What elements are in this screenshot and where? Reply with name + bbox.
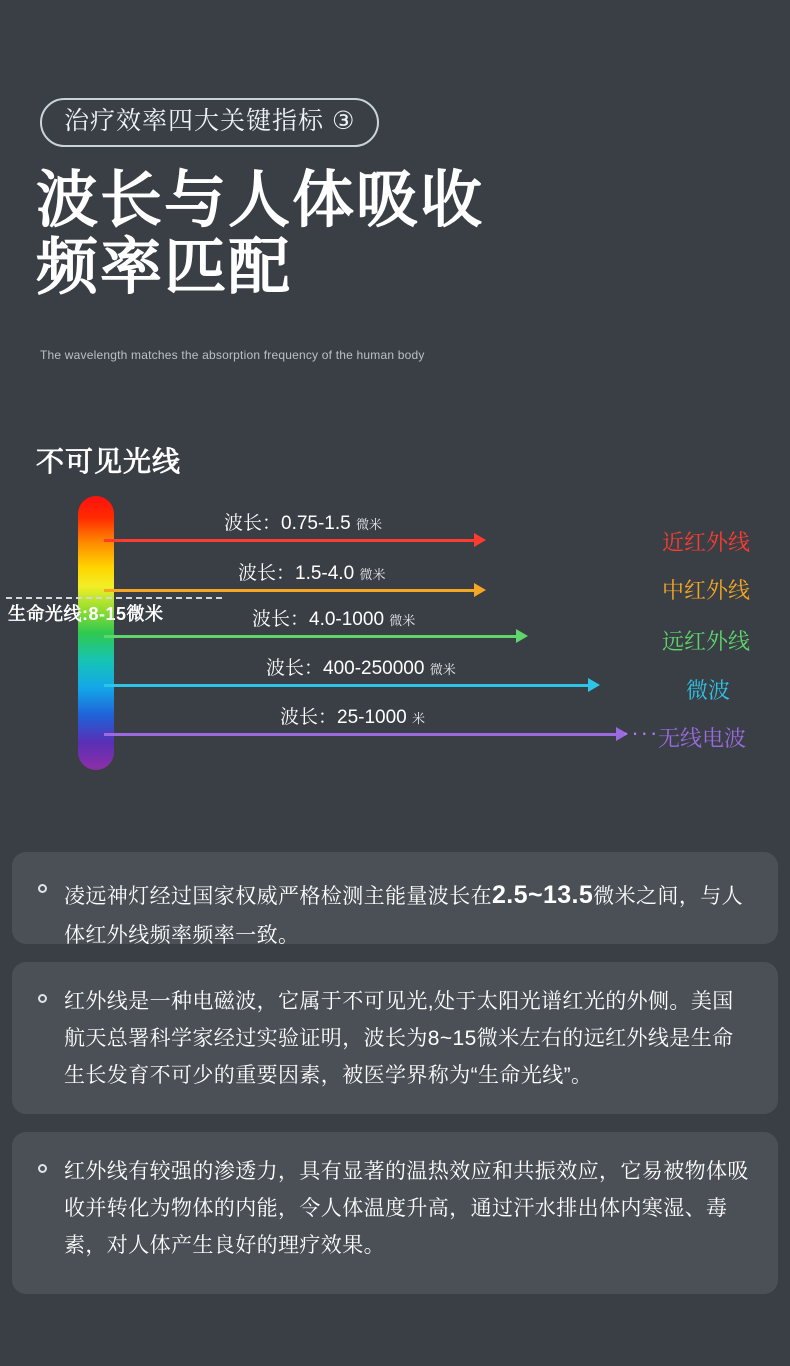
ray-wavelength-value: 波长：400-250000 (266, 658, 430, 679)
ray-wavelength-label (266, 653, 456, 680)
ray-line (104, 539, 474, 542)
ray-category-label: 中红外线 (662, 578, 751, 603)
ray-line (104, 684, 588, 687)
ray-wavelength-label (280, 702, 425, 729)
radio-wave-trailing-dots: ···· (622, 720, 660, 745)
page-title (36, 168, 736, 302)
note-card (12, 1132, 778, 1294)
arrowhead-icon (516, 629, 528, 643)
ray-line (104, 635, 516, 638)
life-ray-dashed-line (6, 597, 222, 599)
arrowhead-icon (474, 583, 486, 597)
note-card (12, 962, 778, 1114)
ray-category-label: 微波 (686, 678, 731, 703)
ray-wavelength-unit: 微米 (429, 662, 456, 677)
page-title-line-2: 频率匹配 (36, 232, 293, 302)
note-card (12, 852, 778, 947)
note-card-text (64, 1154, 752, 1264)
page-subtitle-english: The wavelength matches the absorption frequency of the human body (40, 348, 425, 362)
ray-wavelength-unit: 微米 (389, 613, 416, 628)
ray-category-label: 近红外线 (662, 530, 751, 555)
note-text-before: 红外线是一种电磁波，它属于不可见光,处于太阳光谱红光的外侧。美国航天总署科学家经过实验证明，波长为8~15微米左右的远红外线是生命生长发育不可少的重要因素，被医学界称为“生命光线”。 (64, 990, 734, 1087)
ray-wavelength-unit: 米 (412, 711, 426, 726)
bullet-icon (38, 1164, 47, 1173)
note-card-text (64, 874, 752, 955)
note-text-highlight: 2.5~13.5 (492, 881, 594, 909)
bullet-icon (38, 884, 47, 893)
ray-category-label: 无线电波 (658, 726, 747, 751)
ray-wavelength-value: 波长：1.5-4.0 (238, 563, 360, 584)
note-text-before: 红外线有较强的渗透力，具有显著的温热效应和共振效应，它易被物体吸收并转化为物体的内能，令人体温度升高，通过汗水排出体内寒湿、毒素，对人体产生良好的理疗效果。 (64, 1160, 749, 1257)
ray-wavelength-label (238, 558, 385, 585)
ray-wavelength-value: 波长：4.0-1000 (252, 609, 390, 630)
ray-wavelength-value: 波长：0.75-1.5 (224, 513, 356, 534)
life-ray-label: 生命光线:8-15微米 (8, 604, 164, 624)
page-title-line-1: 波长与人体吸收 (36, 166, 485, 235)
ray-wavelength-value: 波长：25-1000 (280, 707, 413, 728)
ray-wavelength-unit: 微米 (356, 517, 383, 532)
ray-line (104, 589, 474, 592)
ray-category-label: 远红外线 (662, 629, 751, 654)
note-text-after: 微米之间，与人体红外线频率频率一致。 (64, 885, 744, 947)
note-text-before: 凌远神灯经过国家权威严格检测主能量波长在 (64, 885, 492, 908)
spectrum-gradient-bar (78, 496, 114, 770)
arrowhead-icon (474, 533, 486, 547)
arrowhead-icon (588, 678, 600, 692)
ray-wavelength-unit: 微米 (359, 567, 386, 582)
ray-wavelength-label (252, 604, 415, 631)
note-card-text (64, 984, 752, 1094)
ray-line (104, 733, 616, 736)
bullet-icon (38, 994, 47, 1003)
ray-wavelength-label (224, 508, 382, 535)
section-badge: 治疗效率四大关键指标 ③ (40, 98, 379, 147)
spectrum-section-label: 不可见光线 (36, 446, 182, 477)
